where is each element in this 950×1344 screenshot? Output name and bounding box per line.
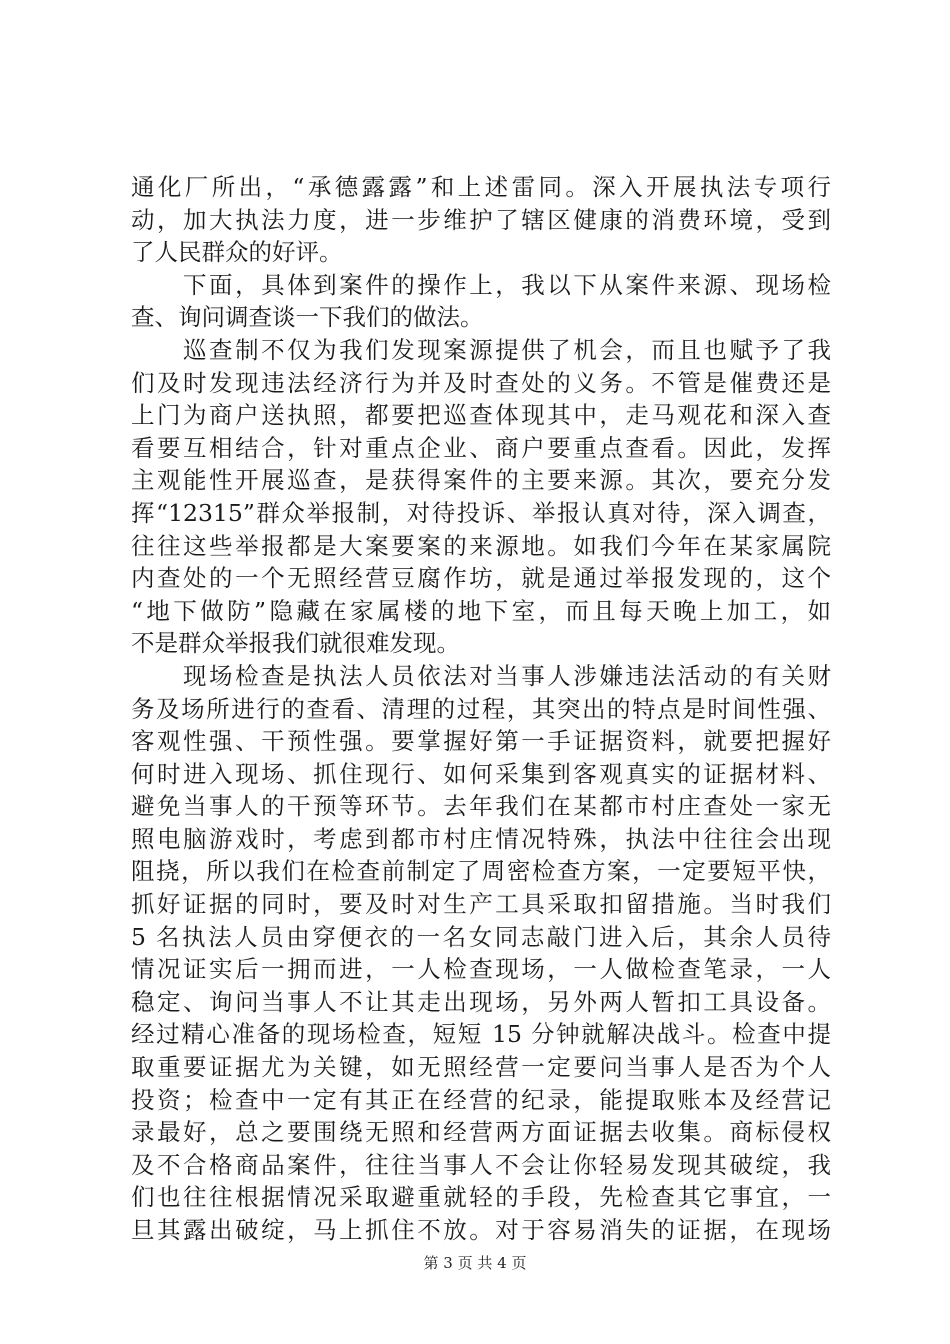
paragraph-line: 下面，具体到案件的操作上，我以下从案件来源、现场检 [131, 270, 831, 299]
paragraph-line: 客观性强、干预性强。要掌握好第一手证据资料，就要把握好 [131, 727, 831, 756]
paragraph-line: 通化厂所出，“承德露露”和上述雷同。深入开展执法专项行 [131, 173, 831, 201]
paragraph-line: 上门为商户送执照，都要把巡查体现其中，走马观花和深入查 [131, 401, 831, 430]
paragraph-line: 主观能性开展巡查，是获得案件的主要来源。其次，要充分发 [131, 466, 831, 495]
paragraph-line: 们及时发现违法经济行为并及时查处的义务。不管是催费还是 [131, 368, 831, 397]
paragraph-line: 何时进入现场、抓住现行、如何采集到客观真实的证据材料、 [131, 759, 831, 788]
paragraph-line: 不是群众举报我们就很难发现。 [131, 629, 460, 658]
paragraph-line: 动，加大执法力度，进一步维护了辖区健康的消费环境，受到 [131, 205, 831, 234]
paragraph-line: 照电脑游戏时，考虑到都市村庄情况特殊，执法中往往会出现 [131, 824, 831, 853]
paragraph-line: 投资；检查中一定有其正在经营的纪录，能提取账本及经营记 [131, 1085, 831, 1114]
paragraph-line: 往往这些举报都是大案要案的来源地。如我们今年在某家属院 [131, 531, 831, 560]
paragraph-line: 现场检查是执法人员依法对当事人涉嫌违法活动的有关财 [131, 661, 831, 690]
paragraph-line: 们也往往根据情况采取避重就轻的手段，先检查其它事宜，一 [131, 1183, 831, 1212]
paragraph-line: 务及场所进行的查看、清理的过程，其突出的特点是时间性强、 [131, 694, 831, 723]
paragraph-line: 看要互相结合，针对重点企业、商户要重点查看。因此，发挥 [131, 433, 831, 462]
body-text [131, 171, 831, 1247]
paragraph-line: 查、询问调查谈一下我们的做法。 [131, 303, 484, 332]
paragraph-line: 阻挠，所以我们在检查前制定了周密检查方案，一定要短平快， [131, 857, 831, 886]
paragraph-line: 5 名执法人员由穿便衣的一名女同志敲门进入后，其余人员待 [131, 922, 831, 951]
paragraph-line: 旦其露出破绽，马上抓住不放。对于容易消失的证据，在现场 [131, 1216, 831, 1244]
paragraph-line: 录最好，总之要围绕无照和经营两方面证据去收集。商标侵权 [131, 1118, 831, 1147]
paragraph-line: 取重要证据尤为关键，如无照经营一定要问当事人是否为个人 [131, 1053, 831, 1082]
paragraph-line: 抓好证据的同时，要及时对生产工具采取扣留措施。当时我们 [131, 890, 831, 919]
page-footer: 第 3 页 共 4 页 [423, 1254, 527, 1272]
paragraph-line: 内查处的一个无照经营豆腐作坊，就是通过举报发现的，这个 [131, 564, 831, 593]
paragraph-line: 及不合格商品案件，往往当事人不会让你轻易发现其破绽，我 [131, 1150, 831, 1179]
paragraph-line: 挥“12315”群众举报制，对待投诉、举报认真对待，深入调查， [131, 498, 831, 527]
paragraph-line: 情况证实后一拥而进，一人检查现场，一人做检查笔录，一人 [131, 955, 831, 984]
paragraph-line: 稳定、询问当事人不让其走出现场，另外两人暂扣工具设备。 [131, 987, 831, 1016]
paragraph-line: “地下做防”隐藏在家属楼的地下室，而且每天晚上加工，如 [131, 596, 831, 625]
paragraph-line: 经过精心准备的现场检查，短短 15 分钟就解决战斗。检查中提 [131, 1020, 831, 1049]
paragraph-line: 避免当事人的干预等环节。去年我们在某都市村庄查处一家无 [131, 792, 831, 821]
paragraph-line: 了人民群众的好评。 [131, 238, 343, 267]
paragraph-line: 巡查制不仅为我们发现案源提供了机会，而且也赋予了我 [131, 335, 831, 364]
